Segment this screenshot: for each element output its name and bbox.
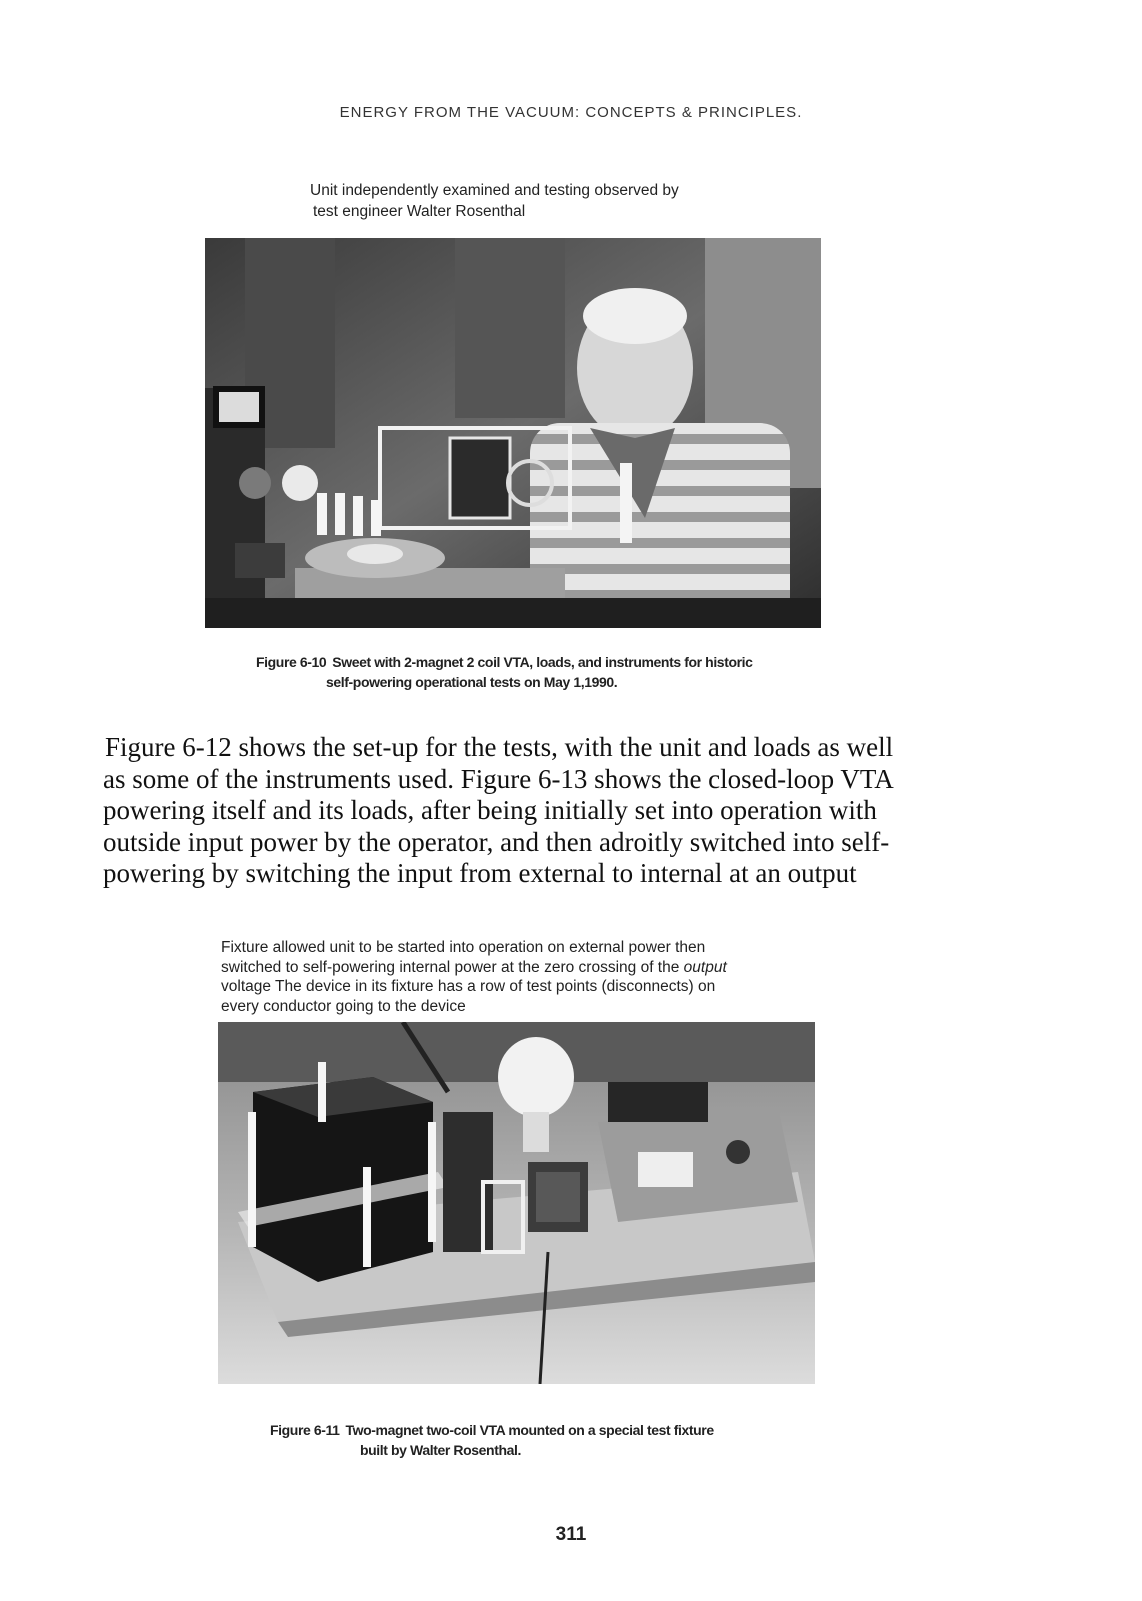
figure-6-10-note-line-2: test engineer Walter Rosenthal (313, 203, 526, 220)
figure-6-11-note-line-4: every conductor going to the device (221, 997, 466, 1015)
figure-6-11-photo (218, 1022, 815, 1384)
figure-6-11-note-line-1: Fixture allowed unit to be started into operation on external power then (221, 939, 706, 956)
figure-6-10-photo (205, 238, 821, 628)
figure-6-10-caption-label: Figure 6-10 (256, 654, 327, 670)
figure-6-11-caption-label: Figure 6-11 (270, 1422, 340, 1438)
figure-6-11-note (221, 938, 821, 1016)
body-line-4: outside input power by the operator, and then adroitly switched into self- (103, 826, 890, 857)
body-line-2: as some of the instruments used. Figure 6-13 shows the closed-loop VTA (103, 763, 894, 794)
figure-6-11-note-line-3: voltage The device in its fixture has a row of test points (disconnects) on (221, 978, 716, 995)
body-line-5: powering by switching the input from external to internal at an output (103, 858, 857, 888)
figure-6-11-caption (270, 1420, 870, 1460)
figure-6-11-note-line-2a: switched to self-powering internal power at the zero crossing of the (221, 958, 684, 976)
figure-6-10-caption-line-1: Sweet with 2-magnet 2 coil VTA, loads, and instruments for historic (332, 654, 753, 670)
figure-6-11-photo-art (218, 1022, 815, 1384)
figure-6-11-caption-line-2: built by Walter Rosenthal. (360, 1442, 521, 1458)
figure-6-11-caption-line-1: Two-magnet two-coil VTA mounted on a special test fixture (345, 1422, 714, 1438)
body-line-3: powering itself and its loads, after being initially set into operation with (103, 795, 877, 825)
page-number: 311 (555, 1524, 587, 1545)
figure-6-11-note-line-2 (221, 958, 821, 978)
running-head: ENERGY FROM THE VACUUM: CONCEPTS & PRINCIPLES. (339, 104, 803, 121)
figure-6-11-note-line-2b: output (683, 958, 727, 976)
figure-6-10-caption (256, 652, 856, 692)
body-line-1: Figure 6-12 shows the set-up for the tests, with the unit and loads as well (105, 732, 894, 762)
body-paragraph (103, 732, 963, 890)
figure-6-10-note (310, 180, 780, 222)
figure-6-10-note-line-1: Unit independently examined and testing observed by (310, 182, 679, 199)
figure-6-10-caption-line-2: self-powering operational tests on May 1,1990. (326, 674, 618, 690)
figure-6-10-photo-art (205, 238, 821, 628)
